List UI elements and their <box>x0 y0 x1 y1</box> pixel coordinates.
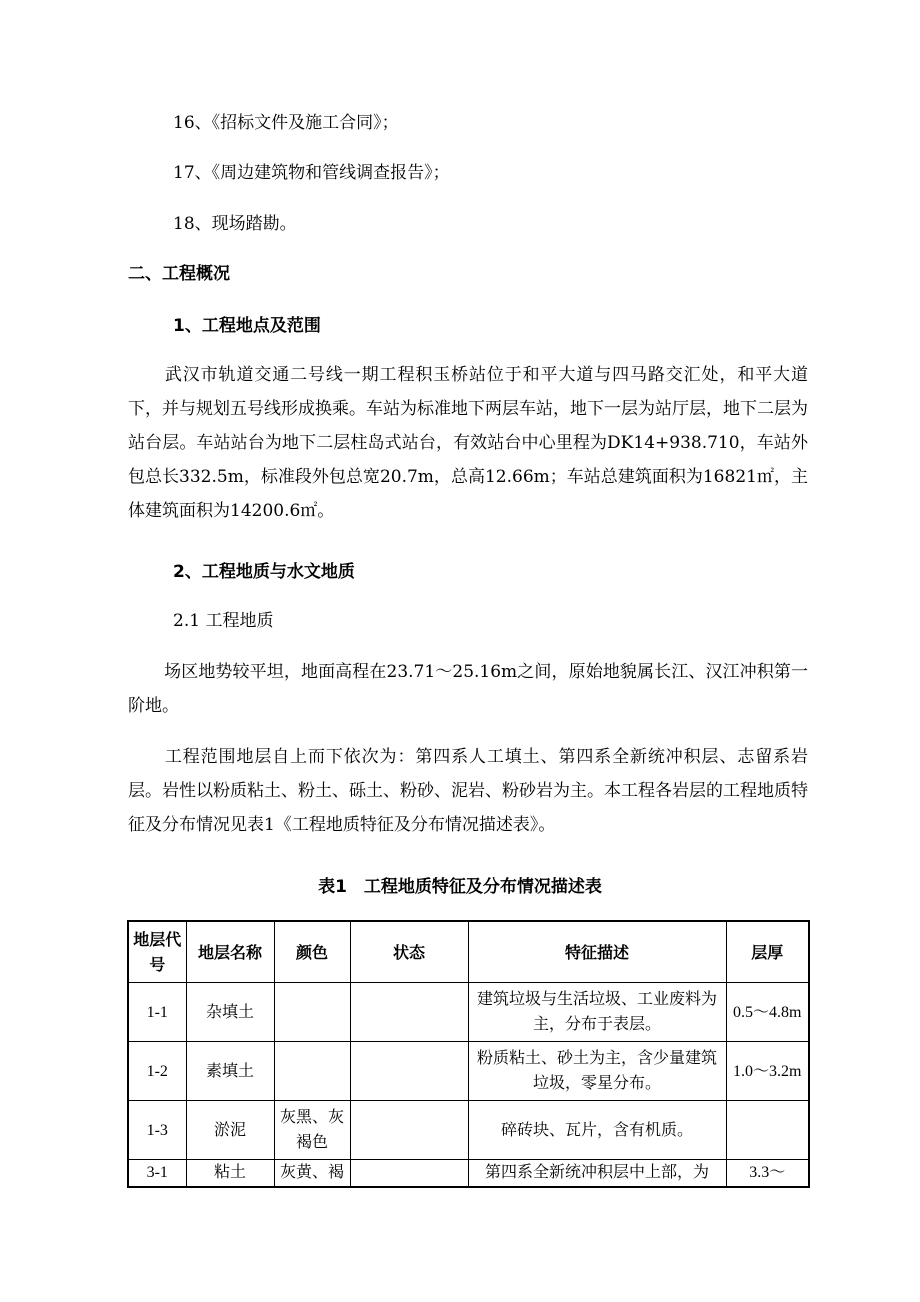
table-row <box>128 1042 809 1101</box>
table-header-row <box>128 921 809 983</box>
cell-name: 粘土 <box>186 1160 274 1188</box>
cell-description: 碎砖块、瓦片，含有机质。 <box>468 1101 726 1160</box>
header-description: 特征描述 <box>468 921 726 983</box>
cell-name: 素填土 <box>186 1042 274 1101</box>
header-layer-name: 地层名称 <box>186 921 274 983</box>
cell-thickness: 0.5～4.8m <box>726 983 809 1042</box>
cell-code: 1-1 <box>128 983 186 1042</box>
cell-color <box>274 1042 350 1101</box>
cell-code: 1-2 <box>128 1042 186 1101</box>
cell-name: 淤泥 <box>186 1101 274 1160</box>
cell-thickness <box>726 1101 809 1160</box>
cell-state <box>350 983 468 1042</box>
table-caption: 表1 工程地质特征及分布情况描述表 <box>318 877 602 897</box>
cell-state <box>350 1042 468 1101</box>
subsection-heading-engineering-geology: 2.1 工程地质 <box>173 611 274 631</box>
cell-color: 灰黑、灰褐色 <box>274 1101 350 1160</box>
cell-description: 粉质粘土、砂土为主，含少量建筑垃圾，零星分布。 <box>468 1042 726 1101</box>
reference-item-17: 17、《周边建筑物和管线调查报告》； <box>173 163 450 183</box>
cell-code: 3-1 <box>128 1160 186 1188</box>
cell-thickness: 1.0～3.2m <box>726 1042 809 1101</box>
paragraph-terrain: 场区地势较平坦，地面高程在23.71～25.16m之间，原始地貌属长江、汉江冲积第一阶地。 <box>128 662 808 716</box>
cell-thickness: 3.3～ <box>726 1160 809 1188</box>
reference-item-18: 18、现场踏勘。 <box>173 214 297 234</box>
cell-code: 1-3 <box>128 1101 186 1160</box>
cell-description: 建筑垃圾与生活垃圾、工业废料为主，分布于表层。 <box>468 983 726 1042</box>
cell-name: 杂填土 <box>186 983 274 1042</box>
paragraph-location: 武汉市轨道交通二号线一期工程积玉桥站位于和平大道与四马路交汇处，和平大道下，并与规划五号线形成换乘。车站为标准地下两层车站，地下一层为站厅层，地下二层为站台层。车站站台为地下二层柱岛式站台，有效站台中心里程为DK14+938.710，车站外包总长332.5m，标准段外包总宽20.7m，总高12.66m；车站总建筑面积为16821㎡，主体建筑面积为14200.6㎡。 <box>128 365 808 521</box>
header-color: 颜色 <box>274 921 350 983</box>
header-thickness: 层厚 <box>726 921 809 983</box>
header-state: 状态 <box>350 921 468 983</box>
table-row <box>128 1101 809 1160</box>
section-heading-overview: 二、工程概况 <box>128 264 230 284</box>
reference-item-16: 16、《招标文件及施工合同》； <box>173 113 399 133</box>
subsection-heading-geology: 2、工程地质与水文地质 <box>173 562 355 582</box>
table-row <box>128 1160 809 1188</box>
cell-color <box>274 983 350 1042</box>
geology-table <box>127 920 810 1188</box>
cell-state <box>350 1101 468 1160</box>
cell-description: 第四系全新统冲积层中上部，为 <box>468 1160 726 1188</box>
cell-color: 灰黄、褐 <box>274 1160 350 1188</box>
subsection-heading-location: 1、工程地点及范围 <box>173 316 321 336</box>
table-row <box>128 983 809 1042</box>
header-layer-code: 地层代号 <box>128 921 186 983</box>
cell-state <box>350 1160 468 1188</box>
paragraph-strata: 工程范围地层自上而下依次为：第四系人工填土、第四系全新统冲积层、志留系岩层。岩性以粉质粘土、粉土、砾土、粉砂、泥岩、粉砂岩为主。本工程各岩层的工程地质特征及分布情况见表1《工程地质特征及分布情况描述表》。 <box>128 747 808 835</box>
